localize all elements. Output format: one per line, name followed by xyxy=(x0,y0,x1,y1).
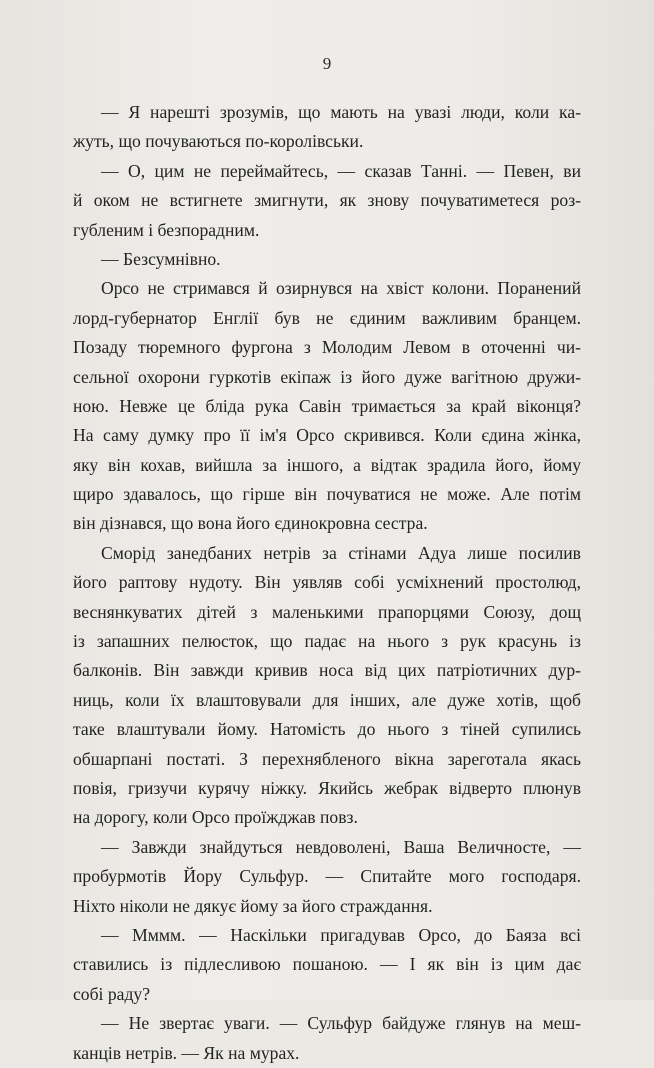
text-line: таке влаштували йому. Натомість до нього з тіней супились xyxy=(73,719,581,740)
text-line: Орсо не стримався й озирнувся на хвіст колони. Поранений xyxy=(101,278,581,299)
text-line: пробурмотів Йору Сульфур. — Спитайте мого господаря. xyxy=(73,866,581,887)
text-line: його раптову нудоту. Він уявляв собі усміхнений простолюд, xyxy=(73,572,581,593)
text-line: ною. Невже це бліда рука Савін тримається за край віконця? xyxy=(73,395,581,416)
text-line: — Завжди знайдуться невдоволені, Ваша Величносте, — xyxy=(101,836,581,857)
text-line: обшарпані постаті. З перехнябленого вікна зареготала якась xyxy=(73,748,581,769)
text-line: — О, цим не переймайтесь, — сказав Танні. — Певен, ви xyxy=(101,160,581,181)
text-line: губленим і безпорадним. xyxy=(73,219,260,240)
text-line: ниць, коли їх влаштовували для інших, але дуже хотів, щоб xyxy=(73,689,581,710)
text-line: канців нетрів. — Як на мурах. xyxy=(73,1042,300,1063)
text-line: — Мммм. — Наскільки пригадував Орсо, до Баяза всі xyxy=(101,924,581,945)
text-line: ставились із підлесливою пошаною. — І як він із цим дає xyxy=(73,954,581,975)
text-line: й оком не встигнете змигнути, як знову почуватиметеся роз- xyxy=(73,190,581,211)
text-line: він дізнався, що вона його єдинокровна сестра. xyxy=(73,513,428,534)
text-line: — Не звертає уваги. — Сульфур байдуже глянув на меш- xyxy=(101,1013,581,1034)
text-line: Ніхто ніколи не дякує йому за його страждання. xyxy=(73,895,433,916)
text-line: повія, гризучи курячу ніжку. Якийсь жебрак відверто плюнув xyxy=(73,777,581,798)
text-line: яку він кохав, вийшла за іншого, а відтак зрадила його, йому xyxy=(73,454,581,475)
text-line: — Безсумнівно. xyxy=(101,248,221,269)
text-line: на дорогу, коли Орсо проїжджав повз. xyxy=(73,807,358,828)
text-line: веснянкуватих дітей з маленькими прапорцями Союзу, дощ xyxy=(73,601,581,622)
text-line: жуть, що почуваються по-королівськи. xyxy=(73,131,364,152)
text-line: із запашних пелюсток, що падає на нього з рук красунь із xyxy=(73,631,581,652)
page-number: 9 xyxy=(322,54,332,73)
text-line: Позаду тюремного фургона з Молодим Левом в оточенні чи- xyxy=(73,337,581,358)
text-line: балконів. Він завжди кривив носа від цих патріотичних дур- xyxy=(73,660,581,681)
text-line: лорд-губернатор Енглії був не єдиним важливим бранцем. xyxy=(73,307,581,328)
text-line: — Я нарешті зрозумів, що мають на увазі люди, коли ка- xyxy=(101,102,581,122)
body-text xyxy=(73,98,581,1068)
text-line: собі раду? xyxy=(73,983,151,1004)
text-line: щиро здавалось, що гірше він почуватися не може. Але потім xyxy=(73,484,581,505)
text-line: На саму думку про її ім'я Орсо скривився. Коли єдина жінка, xyxy=(73,425,581,446)
text-line: сельної охорони гуркотів екіпаж із його дуже вагітною дружи- xyxy=(73,366,581,387)
text-line: Сморід занедбаних нетрів за стінами Адуа лише посилив xyxy=(101,542,581,563)
